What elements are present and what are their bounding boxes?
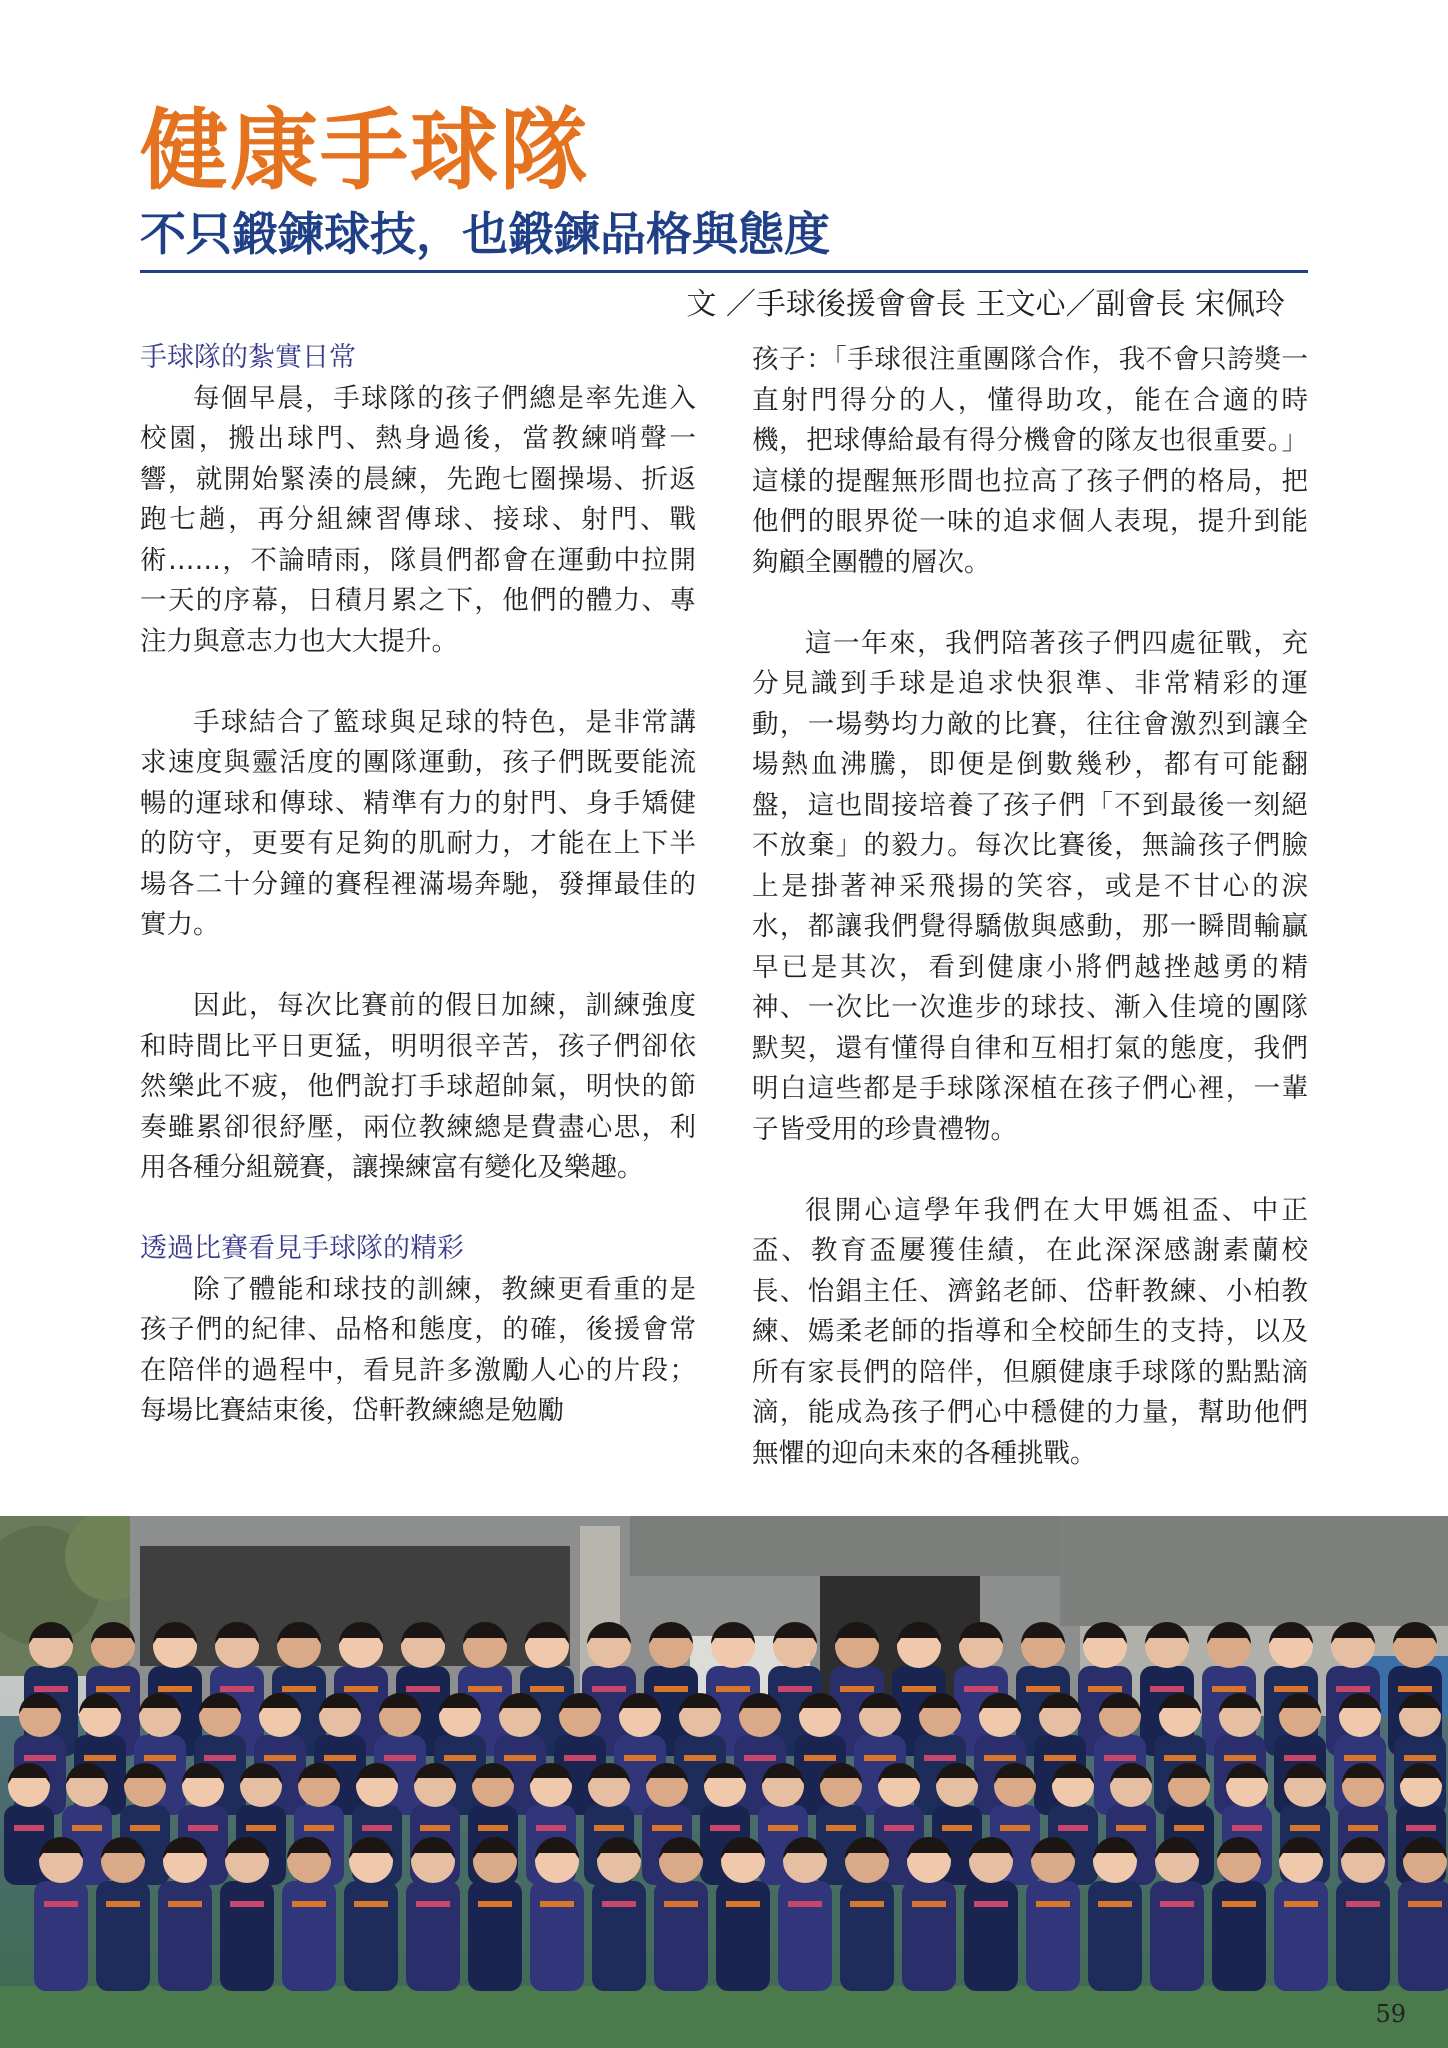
article-title: 健康手球隊 (140, 98, 591, 202)
section-heading-matches: 透過比賽看見手球隊的精彩 (140, 1233, 464, 1264)
article-byline: 文 ／手球後援會會長 王文心／副會長 宋佩玲 (686, 287, 1285, 322)
paragraph-5: 孩子：「手球很注重團隊合作，我不會只誇獎一直射門得分的人，懂得助攻，能在合適的時機，把球傳給最有得分機會的隊友也很重要。」這樣的提醒無形間也拉高了孩子們的格局，把他們的眼界從一味的追求個人表現，提升到能夠顧全團體的層次。 (752, 344, 1308, 578)
section-heading-daily: 手球隊的紮實日常 (140, 342, 356, 373)
paragraph-3: 因此，每次比賽前的假日加練，訓練強度和時間比平日更猛，明明很辛苦，孩子們卻依然樂此不疲，他們說打手球超帥氣，明快的節奏雖累卻很紓壓，兩位教練總是費盡心思，利用各種分組競賽，讓操練富有變化及樂趣。 (140, 990, 696, 1183)
right-column (752, 340, 1308, 1474)
article-subtitle: 不只鍛鍊球技，也鍛鍊品格與態度 (140, 207, 830, 261)
paragraph-gap (140, 1189, 696, 1230)
page-number: 59 (1375, 2000, 1406, 2028)
paragraph-gap (140, 946, 696, 987)
paragraph-2: 手球結合了籃球與足球的特色，是非常講求速度與靈活度的團隊運動，孩子們既要能流暢的運球和傳球、精準有力的射門、身手矯健的防守，更要有足夠的肌耐力，才能在上下半場各二十分鐘的賽程裡滿場奔馳，發揮最佳的實力。 (140, 706, 696, 940)
paragraph-4: 除了體能和球技的訓練，教練更看重的是孩子們的紀律、品格和態度，的確，後援會常在陪伴的過程中，看見許多激勵人心的片段；每場比賽結束後，岱軒教練總是勉勵 (140, 1273, 696, 1426)
paragraph-gap (752, 583, 1308, 624)
paragraph-gap (140, 662, 696, 703)
paragraph-7: 很開心這學年我們在大甲媽祖盃、中正盃、教育盃屢獲佳績，在此深深感謝素蘭校長、怡錩主任、濟銘老師、岱軒教練、小柏教練、嫣柔老師的指導和全校師生的支持，以及所有家長們的陪伴，但願健康手球隊的點點滴滴，能成為孩子們心中穩健的力量，幫助他們無懼的迎向未來的各種挑戰。 (752, 1194, 1308, 1469)
team-photo-illustration (0, 1516, 1448, 2048)
paragraph-6: 這一年來，我們陪著孩子們四處征戰，充分見識到手球是追求快狠準、非常精彩的運動，一場勢均力敵的比賽，往往會激烈到讓全場熱血沸騰，即便是倒數幾秒，都有可能翻盤，這也間接培養了孩子們「不到最後一刻絕不放棄」的毅力。每次比賽後，無論孩子們臉上是掛著神采飛揚的笑容，或是不甘心的淚水，都讓我們覺得驕傲與感動，那一瞬間輸贏早已是其次，看到健康小將們越挫越勇的精神、一次比一次進步的球技、漸入佳境的團隊默契，還有懂得自律和互相打氣的態度，我們明白這些都是手球隊深植在孩子們心裡，一輩子皆受用的珍貴禮物。 (752, 627, 1308, 1145)
title-divider (140, 270, 1308, 273)
team-photo (0, 1516, 1448, 2048)
paragraph-1: 每個早晨，手球隊的孩子們總是率先進入校園，搬出球門、熱身過後，當教練哨聲一響，就開始緊湊的晨練，先跑七圈操場、折返跑七趟，再分組練習傳球、接球、射門、戰術……，不論晴雨，隊員們都會在運動中拉開一天的序幕，日積月累之下，他們的體力、專注力與意志力也大大提升。 (140, 382, 696, 657)
paragraph-gap (752, 1150, 1308, 1191)
left-column (140, 338, 696, 1432)
